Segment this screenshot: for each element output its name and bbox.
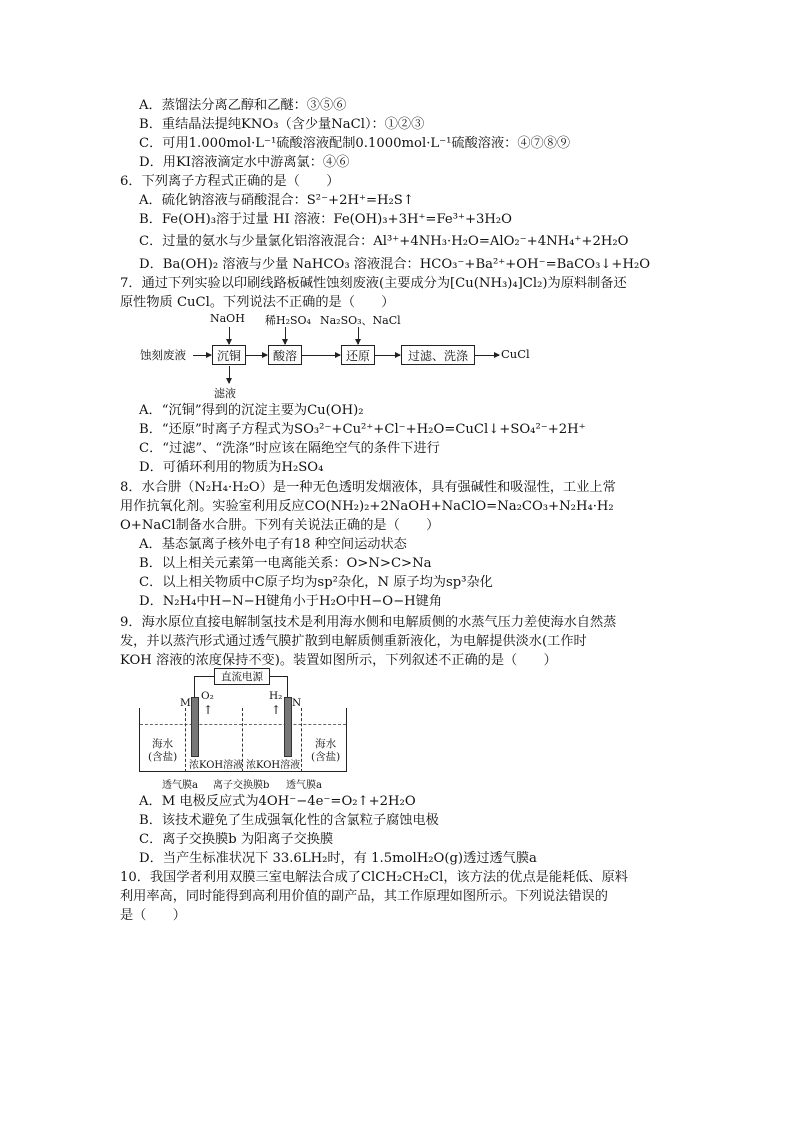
q10-line3: 是（ ） (120, 908, 186, 923)
flow-reagent-1: NaOH (210, 312, 245, 325)
q8-option-d: D．N₂H₄中H−N−H键角小于H₂O中H−O−H键角 (139, 594, 443, 609)
q7-option-c: C．“过滤”、“洗涤”时应该在隔绝空气的条件下进行 (139, 441, 440, 456)
wire-right-h (270, 676, 288, 677)
membrane-a-right (301, 708, 302, 772)
q9-option-d: D．当产生标准状况下 33.6LH₂时，有 1.5molH₂O(g)透过透气膜a (139, 851, 537, 866)
q6-stem: 6．下列离子方程式正确的是（ ） (120, 174, 340, 189)
q10-line2: 利用率高，同时能得到高利用价值的副产品，其工作原理如图所示。下列说法错误的 (120, 889, 608, 904)
membrane-b-label: 离子交换膜b (213, 780, 270, 791)
flow-output: CuCl (501, 347, 530, 361)
q9-line1: 9．海水原位直接电解制氢技术是利用海水侧和电解质侧的水蒸气压力差使海水自然蒸 (120, 615, 617, 630)
flow-input: 蚀刻废液 (140, 348, 186, 362)
flow-reagent-arrow-1 (229, 327, 230, 344)
gas-h2-up-arrow: ↑ (271, 703, 282, 717)
flow-step-1: 沉铜 (212, 345, 246, 365)
flow-byproduct-arrow (229, 366, 230, 383)
flow-reagent-arrow-3 (358, 327, 359, 344)
electrode-n (284, 697, 292, 757)
electrode-m (191, 697, 199, 757)
flow-arrow-4 (375, 355, 400, 356)
flow-arrow-1 (193, 355, 211, 356)
q7-option-a: A．“沉铜”得到的沉淀主要为Cu(OH)₂ (139, 403, 364, 418)
flow-arrow-5 (475, 355, 499, 356)
wire-left-h (194, 676, 214, 677)
q6-option-c: C．过量的氨水与少量氯化铝溶液混合：Al³⁺+4NH₃·H₂O=AlO₂⁻+4NH₄⁺+2H₂O (139, 234, 629, 249)
membrane-a-left (185, 708, 186, 772)
q8-option-b: B．以上相关元素第一电离能关系：O>N>C>Na (139, 556, 432, 571)
q5-option-b: B．重结晶法提纯KNO₃（含少量NaCl）：①②③ (139, 117, 425, 132)
q8-line3: O+NaCl制备水合肼。下列有关说法正确的是（ ） (120, 518, 440, 533)
q9-line2: 发，并以蒸汽形式通过透气膜扩散到电解质侧重新液化，为电解提供淡水(工作时 (120, 634, 587, 649)
flow-step-2: 酸溶 (268, 345, 302, 365)
q8-option-a: A．基态氯离子核外电子有18 种空间运动状态 (139, 537, 407, 552)
gas-o2-up-arrow: ↑ (203, 703, 214, 717)
flow-arrow-2 (246, 355, 267, 356)
liquid-level (140, 724, 346, 725)
q5-option-a: A．蒸馏法分离乙醇和乙醚：③⑤⑥ (139, 98, 347, 113)
seawater-right: 海水 (含盐) (311, 738, 341, 763)
q6-option-b: B．Fe(OH)₃溶于过量 HI 溶液：Fe(OH)₃+3H⁺=Fe³⁺+3H₂O (139, 212, 512, 227)
q7-stem-line1: 7．通过下列实验以印刷线路板碱性蚀刻废液(主要成分为[Cu(NH₃)₄]Cl₂)为原料制备还 (120, 276, 627, 291)
q6-option-d: D．Ba(OH)₂ 溶液与少量 NaHCO₃ 溶液混合：HCO₃⁻+Ba²⁺+OH⁻=BaCO₃↓+H₂O (139, 257, 651, 272)
membrane-a-right-label: 透气膜a (286, 780, 322, 791)
dc-power-supply: 直流电源 (214, 668, 270, 685)
q8-line2: 用作抗氧化剂。实验室利用反应CO(NH₂)₂+2NaOH+NaClO=Na₂CO₃+N₂H₄·H₂ (120, 499, 614, 514)
q5-option-c: C．可用1.000mol·L⁻¹硫酸溶液配制0.1000mol·L⁻¹硫酸溶液：④⑦⑧⑨ (139, 136, 571, 151)
q9-option-a: A．M 电极反应式为4OH⁻−4e⁻=O₂↑+2H₂O (139, 794, 416, 809)
flow-step-4: 过滤、洗涤 (401, 345, 475, 365)
q7-option-b: B．“还原”时离子方程式为SO₃²⁻+Cu²⁺+Cl⁻+H₂O=CuCl↓+SO₄²⁻+2H⁺ (139, 422, 586, 437)
q9-option-c: C．离子交换膜b 为阳离子交换膜 (139, 832, 334, 847)
flow-byproduct: 滤液 (214, 387, 236, 400)
wire-left-v (194, 676, 195, 698)
flow-reagent-3: Na₂SO₃、NaCl (320, 314, 401, 327)
flow-arrow-3 (302, 355, 340, 356)
q7-stem-line2: 原性物质 CuCl。下列说法不正确的是（ ） (120, 295, 395, 310)
q6-option-a: A．硫化钠溶液与硝酸混合：S²⁻+2H⁺=H₂S↑ (139, 193, 414, 208)
q9-line3: KOH 溶液的浓度保持不变)。装置如图所示，下列叙述不正确的是（ ） (120, 653, 557, 668)
q7-option-d: D．可循环利用的物质为H₂SO₄ (139, 460, 324, 475)
q8-line1: 8．水合肼（N₂H₄·H₂O）是一种无色透明发烟液体，具有强碱性和吸湿性，工业上常 (120, 480, 616, 495)
koh-left: 浓KOH溶液 (189, 760, 244, 771)
membrane-a-left-label: 透气膜a (162, 780, 198, 791)
q9-option-b: B．该技术避免了生成强氧化性的含氯粒子腐蚀电极 (139, 813, 439, 828)
gas-o2-label: O₂ (201, 690, 214, 702)
wire-right-v (287, 676, 288, 698)
seawater-left: 海水 (含盐) (148, 738, 178, 763)
electrode-m-label: M (180, 697, 191, 709)
flow-reagent-2: 稀H₂SO₄ (265, 314, 311, 327)
flow-reagent-arrow-2 (285, 327, 286, 344)
koh-right: 浓KOH溶液 (246, 760, 301, 771)
electrode-n-label: N (292, 697, 302, 709)
gas-h2-label: H₂ (269, 690, 283, 702)
q8-option-c: C．以上相关物质中C原子均为sp²杂化，N 原子均为sp³杂化 (139, 575, 493, 590)
q5-option-d: D．用KI溶液滴定水中游离氯：④⑥ (139, 155, 350, 170)
q10-line1: 10．我国学者利用双膜三室电解法合成了ClCH₂CH₂Cl，该方法的优点是能耗低、原料 (120, 870, 628, 885)
flow-step-3: 还原 (341, 345, 375, 365)
